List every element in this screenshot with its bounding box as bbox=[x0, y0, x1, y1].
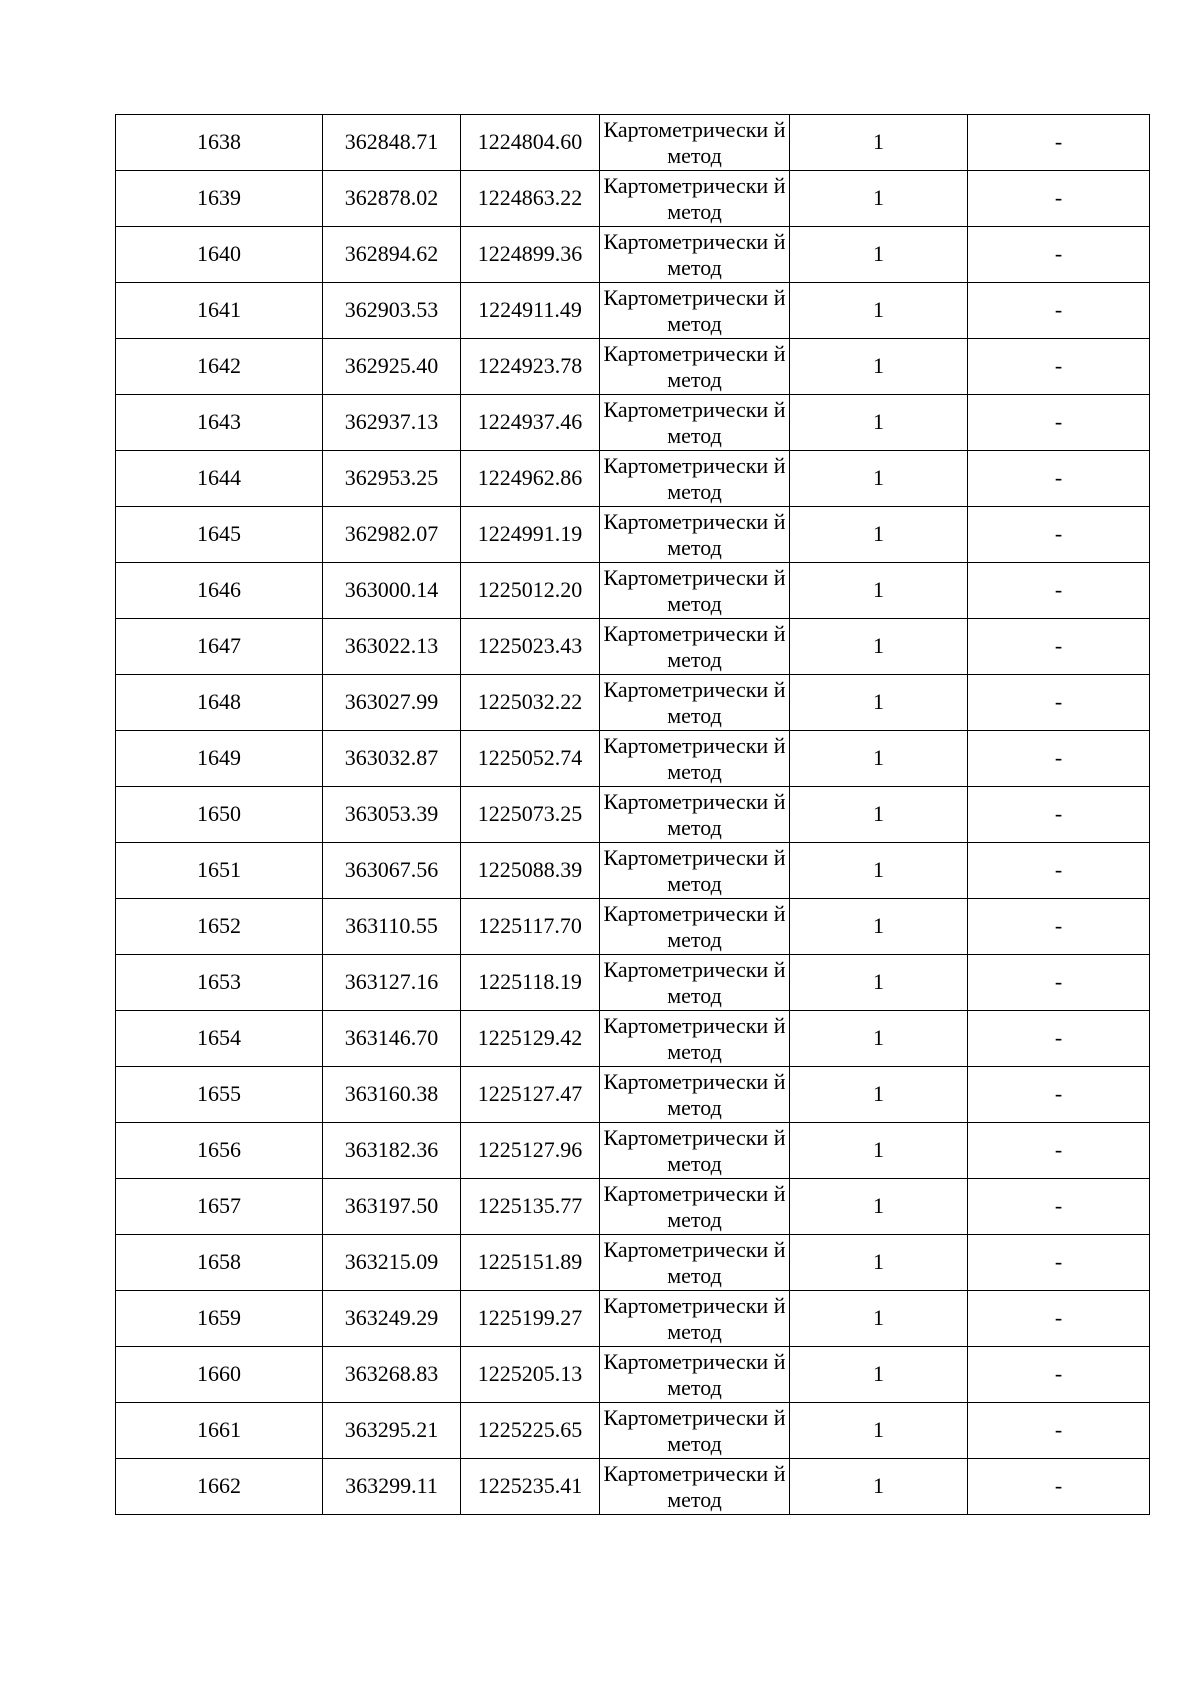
point-number-cell: 1644 bbox=[116, 451, 323, 507]
accuracy-cell: 1 bbox=[790, 1067, 968, 1123]
note-cell: - bbox=[968, 1179, 1150, 1235]
y-coordinate-cell: 1224991.19 bbox=[461, 507, 600, 563]
accuracy-cell: 1 bbox=[790, 171, 968, 227]
method-cell: Картометрически й метод bbox=[600, 787, 790, 843]
table-row bbox=[116, 1459, 1150, 1515]
point-number-cell: 1645 bbox=[116, 507, 323, 563]
x-coordinate-cell: 363110.55 bbox=[323, 899, 461, 955]
y-coordinate-cell: 1224863.22 bbox=[461, 171, 600, 227]
y-coordinate-cell: 1225135.77 bbox=[461, 1179, 600, 1235]
y-coordinate-cell: 1225023.43 bbox=[461, 619, 600, 675]
y-coordinate-cell: 1224911.49 bbox=[461, 283, 600, 339]
table-row bbox=[116, 395, 1150, 451]
y-coordinate-cell: 1225118.19 bbox=[461, 955, 600, 1011]
table-row bbox=[116, 1291, 1150, 1347]
point-number-cell: 1641 bbox=[116, 283, 323, 339]
y-coordinate-cell: 1225129.42 bbox=[461, 1011, 600, 1067]
note-cell: - bbox=[968, 339, 1150, 395]
point-number-cell: 1661 bbox=[116, 1403, 323, 1459]
x-coordinate-cell: 362925.40 bbox=[323, 339, 461, 395]
x-coordinate-cell: 363182.36 bbox=[323, 1123, 461, 1179]
x-coordinate-cell: 362953.25 bbox=[323, 451, 461, 507]
note-cell: - bbox=[968, 1067, 1150, 1123]
y-coordinate-cell: 1225205.13 bbox=[461, 1347, 600, 1403]
accuracy-cell: 1 bbox=[790, 451, 968, 507]
x-coordinate-cell: 363215.09 bbox=[323, 1235, 461, 1291]
x-coordinate-cell: 362894.62 bbox=[323, 227, 461, 283]
x-coordinate-cell: 363249.29 bbox=[323, 1291, 461, 1347]
accuracy-cell: 1 bbox=[790, 787, 968, 843]
point-number-cell: 1652 bbox=[116, 899, 323, 955]
method-cell: Картометрически й метод bbox=[600, 899, 790, 955]
x-coordinate-cell: 363067.56 bbox=[323, 843, 461, 899]
method-cell: Картометрически й метод bbox=[600, 1067, 790, 1123]
point-number-cell: 1660 bbox=[116, 1347, 323, 1403]
x-coordinate-cell: 362848.71 bbox=[323, 115, 461, 171]
table-row bbox=[116, 843, 1150, 899]
point-number-cell: 1658 bbox=[116, 1235, 323, 1291]
table-row bbox=[116, 955, 1150, 1011]
method-cell: Картометрически й метод bbox=[600, 619, 790, 675]
note-cell: - bbox=[968, 1123, 1150, 1179]
method-cell: Картометрически й метод bbox=[600, 507, 790, 563]
point-number-cell: 1659 bbox=[116, 1291, 323, 1347]
point-number-cell: 1648 bbox=[116, 675, 323, 731]
table-row bbox=[116, 171, 1150, 227]
table-row bbox=[116, 1347, 1150, 1403]
table-row bbox=[116, 1011, 1150, 1067]
method-cell: Картометрически й метод bbox=[600, 1011, 790, 1067]
x-coordinate-cell: 363053.39 bbox=[323, 787, 461, 843]
method-cell: Картометрически й метод bbox=[600, 451, 790, 507]
method-cell: Картометрически й метод bbox=[600, 1403, 790, 1459]
coordinates-table bbox=[115, 114, 1150, 1515]
table-row bbox=[116, 619, 1150, 675]
y-coordinate-cell: 1225225.65 bbox=[461, 1403, 600, 1459]
method-cell: Картометрически й метод bbox=[600, 731, 790, 787]
note-cell: - bbox=[968, 283, 1150, 339]
method-cell: Картометрически й метод bbox=[600, 1347, 790, 1403]
y-coordinate-cell: 1224899.36 bbox=[461, 227, 600, 283]
accuracy-cell: 1 bbox=[790, 899, 968, 955]
point-number-cell: 1657 bbox=[116, 1179, 323, 1235]
accuracy-cell: 1 bbox=[790, 675, 968, 731]
note-cell: - bbox=[968, 171, 1150, 227]
point-number-cell: 1656 bbox=[116, 1123, 323, 1179]
y-coordinate-cell: 1225012.20 bbox=[461, 563, 600, 619]
method-cell: Картометрически й метод bbox=[600, 563, 790, 619]
point-number-cell: 1653 bbox=[116, 955, 323, 1011]
method-cell: Картометрически й метод bbox=[600, 1459, 790, 1515]
method-cell: Картометрически й метод bbox=[600, 1179, 790, 1235]
x-coordinate-cell: 363299.11 bbox=[323, 1459, 461, 1515]
table-row bbox=[116, 731, 1150, 787]
note-cell: - bbox=[968, 1011, 1150, 1067]
accuracy-cell: 1 bbox=[790, 843, 968, 899]
note-cell: - bbox=[968, 899, 1150, 955]
method-cell: Картометрически й метод bbox=[600, 1235, 790, 1291]
method-cell: Картометрически й метод bbox=[600, 955, 790, 1011]
accuracy-cell: 1 bbox=[790, 619, 968, 675]
y-coordinate-cell: 1225151.89 bbox=[461, 1235, 600, 1291]
point-number-cell: 1643 bbox=[116, 395, 323, 451]
accuracy-cell: 1 bbox=[790, 115, 968, 171]
point-number-cell: 1650 bbox=[116, 787, 323, 843]
note-cell: - bbox=[968, 731, 1150, 787]
point-number-cell: 1654 bbox=[116, 1011, 323, 1067]
note-cell: - bbox=[968, 451, 1150, 507]
table-row bbox=[116, 1067, 1150, 1123]
note-cell: - bbox=[968, 395, 1150, 451]
note-cell: - bbox=[968, 675, 1150, 731]
table-row bbox=[116, 1123, 1150, 1179]
y-coordinate-cell: 1224804.60 bbox=[461, 115, 600, 171]
accuracy-cell: 1 bbox=[790, 731, 968, 787]
method-cell: Картометрически й метод bbox=[600, 283, 790, 339]
method-cell: Картометрически й метод bbox=[600, 1123, 790, 1179]
x-coordinate-cell: 362937.13 bbox=[323, 395, 461, 451]
x-coordinate-cell: 363295.21 bbox=[323, 1403, 461, 1459]
note-cell: - bbox=[968, 843, 1150, 899]
table-row bbox=[116, 451, 1150, 507]
accuracy-cell: 1 bbox=[790, 339, 968, 395]
accuracy-cell: 1 bbox=[790, 1291, 968, 1347]
point-number-cell: 1642 bbox=[116, 339, 323, 395]
table-row bbox=[116, 283, 1150, 339]
note-cell: - bbox=[968, 115, 1150, 171]
x-coordinate-cell: 363022.13 bbox=[323, 619, 461, 675]
table-row bbox=[116, 339, 1150, 395]
table-row bbox=[116, 675, 1150, 731]
note-cell: - bbox=[968, 1347, 1150, 1403]
table-row bbox=[116, 1235, 1150, 1291]
method-cell: Картометрически й метод bbox=[600, 843, 790, 899]
y-coordinate-cell: 1225127.47 bbox=[461, 1067, 600, 1123]
table-row bbox=[116, 1179, 1150, 1235]
accuracy-cell: 1 bbox=[790, 1347, 968, 1403]
y-coordinate-cell: 1224923.78 bbox=[461, 339, 600, 395]
x-coordinate-cell: 362903.53 bbox=[323, 283, 461, 339]
y-coordinate-cell: 1225088.39 bbox=[461, 843, 600, 899]
table-row bbox=[116, 115, 1150, 171]
accuracy-cell: 1 bbox=[790, 1123, 968, 1179]
note-cell: - bbox=[968, 1291, 1150, 1347]
accuracy-cell: 1 bbox=[790, 1235, 968, 1291]
note-cell: - bbox=[968, 1403, 1150, 1459]
x-coordinate-cell: 363160.38 bbox=[323, 1067, 461, 1123]
y-coordinate-cell: 1225052.74 bbox=[461, 731, 600, 787]
table-row bbox=[116, 1403, 1150, 1459]
note-cell: - bbox=[968, 1235, 1150, 1291]
y-coordinate-cell: 1225235.41 bbox=[461, 1459, 600, 1515]
point-number-cell: 1640 bbox=[116, 227, 323, 283]
table-body bbox=[116, 115, 1150, 1515]
method-cell: Картометрически й метод bbox=[600, 675, 790, 731]
method-cell: Картометрически й метод bbox=[600, 227, 790, 283]
x-coordinate-cell: 363197.50 bbox=[323, 1179, 461, 1235]
note-cell: - bbox=[968, 619, 1150, 675]
x-coordinate-cell: 363032.87 bbox=[323, 731, 461, 787]
table-row bbox=[116, 787, 1150, 843]
y-coordinate-cell: 1225073.25 bbox=[461, 787, 600, 843]
note-cell: - bbox=[968, 1459, 1150, 1515]
point-number-cell: 1655 bbox=[116, 1067, 323, 1123]
note-cell: - bbox=[968, 787, 1150, 843]
x-coordinate-cell: 363268.83 bbox=[323, 1347, 461, 1403]
x-coordinate-cell: 362878.02 bbox=[323, 171, 461, 227]
accuracy-cell: 1 bbox=[790, 1403, 968, 1459]
point-number-cell: 1651 bbox=[116, 843, 323, 899]
accuracy-cell: 1 bbox=[790, 1179, 968, 1235]
accuracy-cell: 1 bbox=[790, 283, 968, 339]
method-cell: Картометрически й метод bbox=[600, 115, 790, 171]
table-row bbox=[116, 563, 1150, 619]
table-row bbox=[116, 899, 1150, 955]
method-cell: Картометрически й метод bbox=[600, 1291, 790, 1347]
table-row bbox=[116, 227, 1150, 283]
point-number-cell: 1662 bbox=[116, 1459, 323, 1515]
accuracy-cell: 1 bbox=[790, 955, 968, 1011]
accuracy-cell: 1 bbox=[790, 395, 968, 451]
x-coordinate-cell: 363146.70 bbox=[323, 1011, 461, 1067]
y-coordinate-cell: 1225127.96 bbox=[461, 1123, 600, 1179]
method-cell: Картометрически й метод bbox=[600, 339, 790, 395]
accuracy-cell: 1 bbox=[790, 563, 968, 619]
point-number-cell: 1646 bbox=[116, 563, 323, 619]
note-cell: - bbox=[968, 227, 1150, 283]
y-coordinate-cell: 1225117.70 bbox=[461, 899, 600, 955]
point-number-cell: 1647 bbox=[116, 619, 323, 675]
x-coordinate-cell: 363000.14 bbox=[323, 563, 461, 619]
x-coordinate-cell: 363027.99 bbox=[323, 675, 461, 731]
note-cell: - bbox=[968, 507, 1150, 563]
accuracy-cell: 1 bbox=[790, 1459, 968, 1515]
accuracy-cell: 1 bbox=[790, 227, 968, 283]
table-row bbox=[116, 507, 1150, 563]
method-cell: Картометрически й метод bbox=[600, 171, 790, 227]
point-number-cell: 1638 bbox=[116, 115, 323, 171]
point-number-cell: 1649 bbox=[116, 731, 323, 787]
y-coordinate-cell: 1225032.22 bbox=[461, 675, 600, 731]
accuracy-cell: 1 bbox=[790, 507, 968, 563]
method-cell: Картометрически й метод bbox=[600, 395, 790, 451]
x-coordinate-cell: 363127.16 bbox=[323, 955, 461, 1011]
accuracy-cell: 1 bbox=[790, 1011, 968, 1067]
note-cell: - bbox=[968, 563, 1150, 619]
y-coordinate-cell: 1225199.27 bbox=[461, 1291, 600, 1347]
y-coordinate-cell: 1224937.46 bbox=[461, 395, 600, 451]
point-number-cell: 1639 bbox=[116, 171, 323, 227]
y-coordinate-cell: 1224962.86 bbox=[461, 451, 600, 507]
note-cell: - bbox=[968, 955, 1150, 1011]
x-coordinate-cell: 362982.07 bbox=[323, 507, 461, 563]
